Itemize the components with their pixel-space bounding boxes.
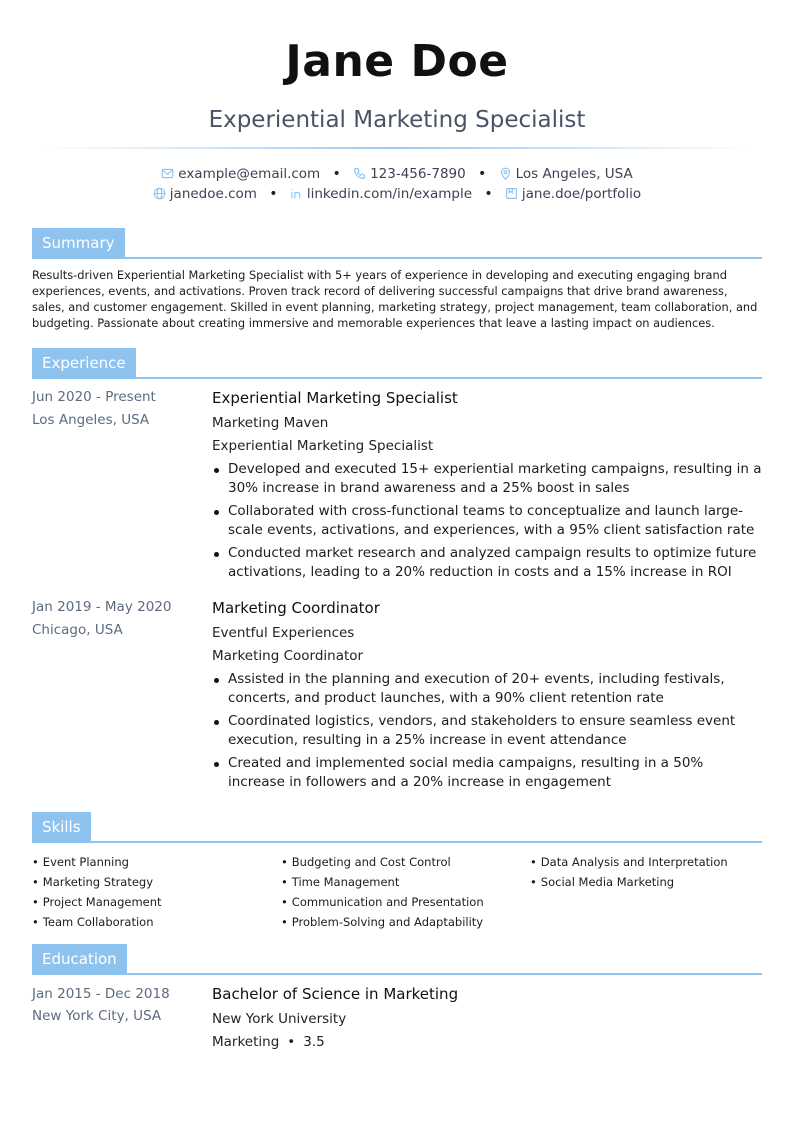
bullet-icon xyxy=(214,762,219,767)
bullet-icon xyxy=(214,678,219,683)
bullet-icon xyxy=(214,720,219,725)
linkedin-text: linkedin.com/in/example xyxy=(306,186,473,202)
contact-row-2 xyxy=(0,186,794,202)
skills-section-header xyxy=(32,812,762,843)
mail-icon xyxy=(161,167,174,180)
skill-item: • Team Collaboration xyxy=(32,915,154,929)
list-item xyxy=(212,670,762,708)
contact-website[interactable] xyxy=(153,186,257,202)
skills-column-3 xyxy=(530,852,728,892)
candidate-name: Jane Doe xyxy=(285,36,509,87)
education-degree: Bachelor of Science in Marketing xyxy=(212,985,459,1003)
job-title: Marketing Coordinator xyxy=(212,599,380,617)
meta-separator: • xyxy=(287,1034,296,1050)
section-title: Education xyxy=(32,944,127,974)
contact-separator: • xyxy=(269,186,278,202)
candidate-title: Experiential Marketing Specialist xyxy=(208,107,586,133)
job-location: Chicago, USA xyxy=(32,622,123,638)
education-meta xyxy=(212,1034,325,1050)
section-title: Summary xyxy=(32,228,125,258)
contact-separator: • xyxy=(484,186,493,202)
contact-row-1 xyxy=(0,166,794,182)
email-text: example@email.com xyxy=(178,166,321,182)
job-title: Experiential Marketing Specialist xyxy=(212,389,458,407)
skill-item: • Problem-Solving and Adaptability xyxy=(281,915,484,929)
contact-phone[interactable] xyxy=(353,166,466,182)
job-date: Jun 2020 - Present xyxy=(32,389,156,405)
summary-section-header xyxy=(32,228,762,259)
education-section-header xyxy=(32,944,762,975)
skill-item: • Budgeting and Cost Control xyxy=(281,855,451,869)
list-item xyxy=(212,754,762,792)
list-item xyxy=(212,544,762,582)
job-company: Eventful Experiences xyxy=(212,625,355,641)
section-title: Skills xyxy=(32,812,91,842)
list-item xyxy=(212,712,762,750)
bullet-text: Collaborated with cross-functional teams to conceptualize and launch large-scale events, activations, and experiences, with a 95% client satisfaction rate xyxy=(228,503,755,538)
contact-portfolio[interactable] xyxy=(505,186,641,202)
linkedin-icon xyxy=(290,187,303,200)
bullet-text: Created and implemented social media campaigns, resulting in a 50% increase in followers and a 20% increase in engagement xyxy=(228,755,704,790)
contact-separator: • xyxy=(478,166,487,182)
bullet-icon xyxy=(214,510,219,515)
portfolio-text: jane.doe/portfolio xyxy=(521,186,642,202)
phone-icon xyxy=(353,167,366,180)
job-bullets xyxy=(212,670,762,796)
job-bullets xyxy=(212,460,762,586)
education-school: New York University xyxy=(212,1011,347,1027)
contact-separator: • xyxy=(332,166,341,182)
job-date: Jan 2019 - May 2020 xyxy=(32,599,172,615)
bullet-icon xyxy=(214,552,219,557)
job-role: Marketing Coordinator xyxy=(212,648,364,664)
skills-column-1 xyxy=(32,852,162,932)
section-title: Experience xyxy=(32,348,136,378)
skill-item: • Data Analysis and Interpretation xyxy=(530,855,728,869)
portfolio-icon xyxy=(505,187,518,200)
skill-item: • Marketing Strategy xyxy=(32,875,154,889)
job-company: Marketing Maven xyxy=(212,415,329,431)
section-rule xyxy=(32,257,762,259)
location-text: Los Angeles, USA xyxy=(515,166,633,182)
contact-email[interactable] xyxy=(161,166,320,182)
location-pin-icon xyxy=(499,167,512,180)
section-rule xyxy=(32,973,762,975)
contact-location xyxy=(499,166,633,182)
education-field: Marketing xyxy=(212,1034,280,1050)
bullet-text: Developed and executed 15+ experiential marketing campaigns, resulting in a 30% increase in brand awareness and a 25% boost in sales xyxy=(228,461,762,496)
skills-column-2 xyxy=(281,852,484,932)
job-role: Experiential Marketing Specialist xyxy=(212,438,434,454)
skill-item: • Event Planning xyxy=(32,855,129,869)
skill-item: • Social Media Marketing xyxy=(530,875,675,889)
section-rule xyxy=(32,377,762,379)
website-text: janedoe.com xyxy=(169,186,257,202)
summary-text: Results-driven Experiential Marketing Specialist with 5+ years of experience in developing and executing engaging brand experiences, events, and activations. Proven track record of delivering successful campaigns that drive brand awareness, sales, and customer engagement. Skilled in event planning, marketing strategy, project management, team collaboration, and budgeting. Passionate about creating immersive and memorable experiences that leave a lasting impact on audiences. xyxy=(32,268,758,330)
education-gpa: 3.5 xyxy=(303,1034,325,1050)
phone-text: 123-456-7890 xyxy=(370,166,466,182)
job-location: Los Angeles, USA xyxy=(32,412,150,428)
skill-item: • Communication and Presentation xyxy=(281,895,484,909)
education-date: Jan 2015 - Dec 2018 xyxy=(32,986,170,1002)
skill-item: • Time Management xyxy=(281,875,400,889)
bullet-text: Coordinated logistics, vendors, and stakeholders to ensure seamless event execution, resulting in a 25% increase in event attendance xyxy=(228,713,736,748)
bullet-text: Assisted in the planning and execution of 20+ events, including festivals, concerts, and product launches, with a 90% client retention rate xyxy=(228,671,725,706)
education-location: New York City, USA xyxy=(32,1008,162,1024)
header-divider xyxy=(40,147,754,149)
section-rule xyxy=(32,841,762,843)
contact-linkedin[interactable] xyxy=(290,186,472,202)
globe-icon xyxy=(153,187,166,200)
bullet-icon xyxy=(214,468,219,473)
experience-section-header xyxy=(32,348,762,379)
skill-item: • Project Management xyxy=(32,895,162,909)
list-item xyxy=(212,460,762,498)
list-item xyxy=(212,502,762,540)
bullet-text: Conducted market research and analyzed campaign results to optimize future activations, leading to a 20% reduction in costs and a 15% increase in ROI xyxy=(228,545,757,580)
